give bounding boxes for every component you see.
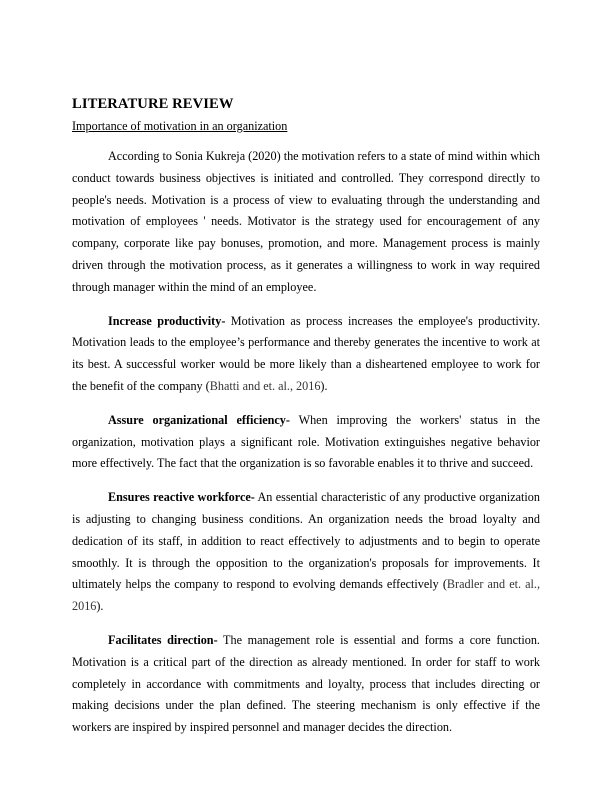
point-text: Motivation as process increases the employee's productivity. Motivation leads to the employee’s performance and thereby generates the incentive to work at its best. A successful worker would be more likely than a disheartened employee to work for the benefit of the company ( <box>72 313 540 393</box>
citation-close: ). <box>96 599 104 614</box>
citation: Bhatti and et. al., 2016 <box>209 378 321 393</box>
point-text: When improving the workers' status in the organization, motivation plays a significant role. Motivation extinguishes negative behavior more effectively. The fact that the organization is so favorable enables it to thrive and succeed. <box>72 412 540 471</box>
paragraph-reactive-workforce <box>72 487 540 618</box>
section-heading: LITERATURE REVIEW <box>72 96 234 112</box>
paragraph-increase-productivity <box>72 311 540 398</box>
paragraph-facilitates-direction <box>72 630 540 739</box>
point-text: The management role is essential and forms a core function. Motivation is a critical part of the direction as already mentioned. In order for staff to work completely in accordance with commitments and loyalty, process that includes directing or making decisions under the plan defined. The steering mechanism is only effective if the workers are inspired by inspired personnel and manager decides the direction. <box>72 632 540 735</box>
citation-close: ). <box>320 378 328 393</box>
paragraph-assure-efficiency <box>72 410 540 475</box>
document-body <box>72 95 540 751</box>
point-text: An essential characteristic of any productive organization is adjusting to changing business conditions. An organization needs the broad loyalty and dedication of its staff, in addition to react effectively to adjustments and to begin to operate smoothly. It is through the opposition to the organization's proposals for improvements. It ultimately helps the company to respond to evolving demands effectively ( <box>72 490 540 592</box>
subsection-heading: Importance of motivation in an organization <box>72 119 288 133</box>
point-title: Ensures reactive workforce- <box>108 490 255 505</box>
intro-paragraph: According to Sonia Kukreja (2020) the motivation refers to a state of mind within which conduct towards business objectives is initiated and controlled. They correspond directly to people's needs. Motivation is a process of view to evaluating through the understanding and motivation of employees ' needs. Motivator is the strategy used for encouragement of any company, corporate like pay bonuses, promotion, and more. Management process is mainly driven through the motivation process, as it generates a willingness to work in way required through manager within the mind of an employee. <box>72 149 540 294</box>
point-title: Increase productivity- <box>108 313 226 328</box>
point-title: Facilitates direction- <box>108 632 218 647</box>
point-title: Assure organizational efficiency- <box>108 412 290 427</box>
citation: Bradler and et. al., 2016 <box>72 577 540 614</box>
